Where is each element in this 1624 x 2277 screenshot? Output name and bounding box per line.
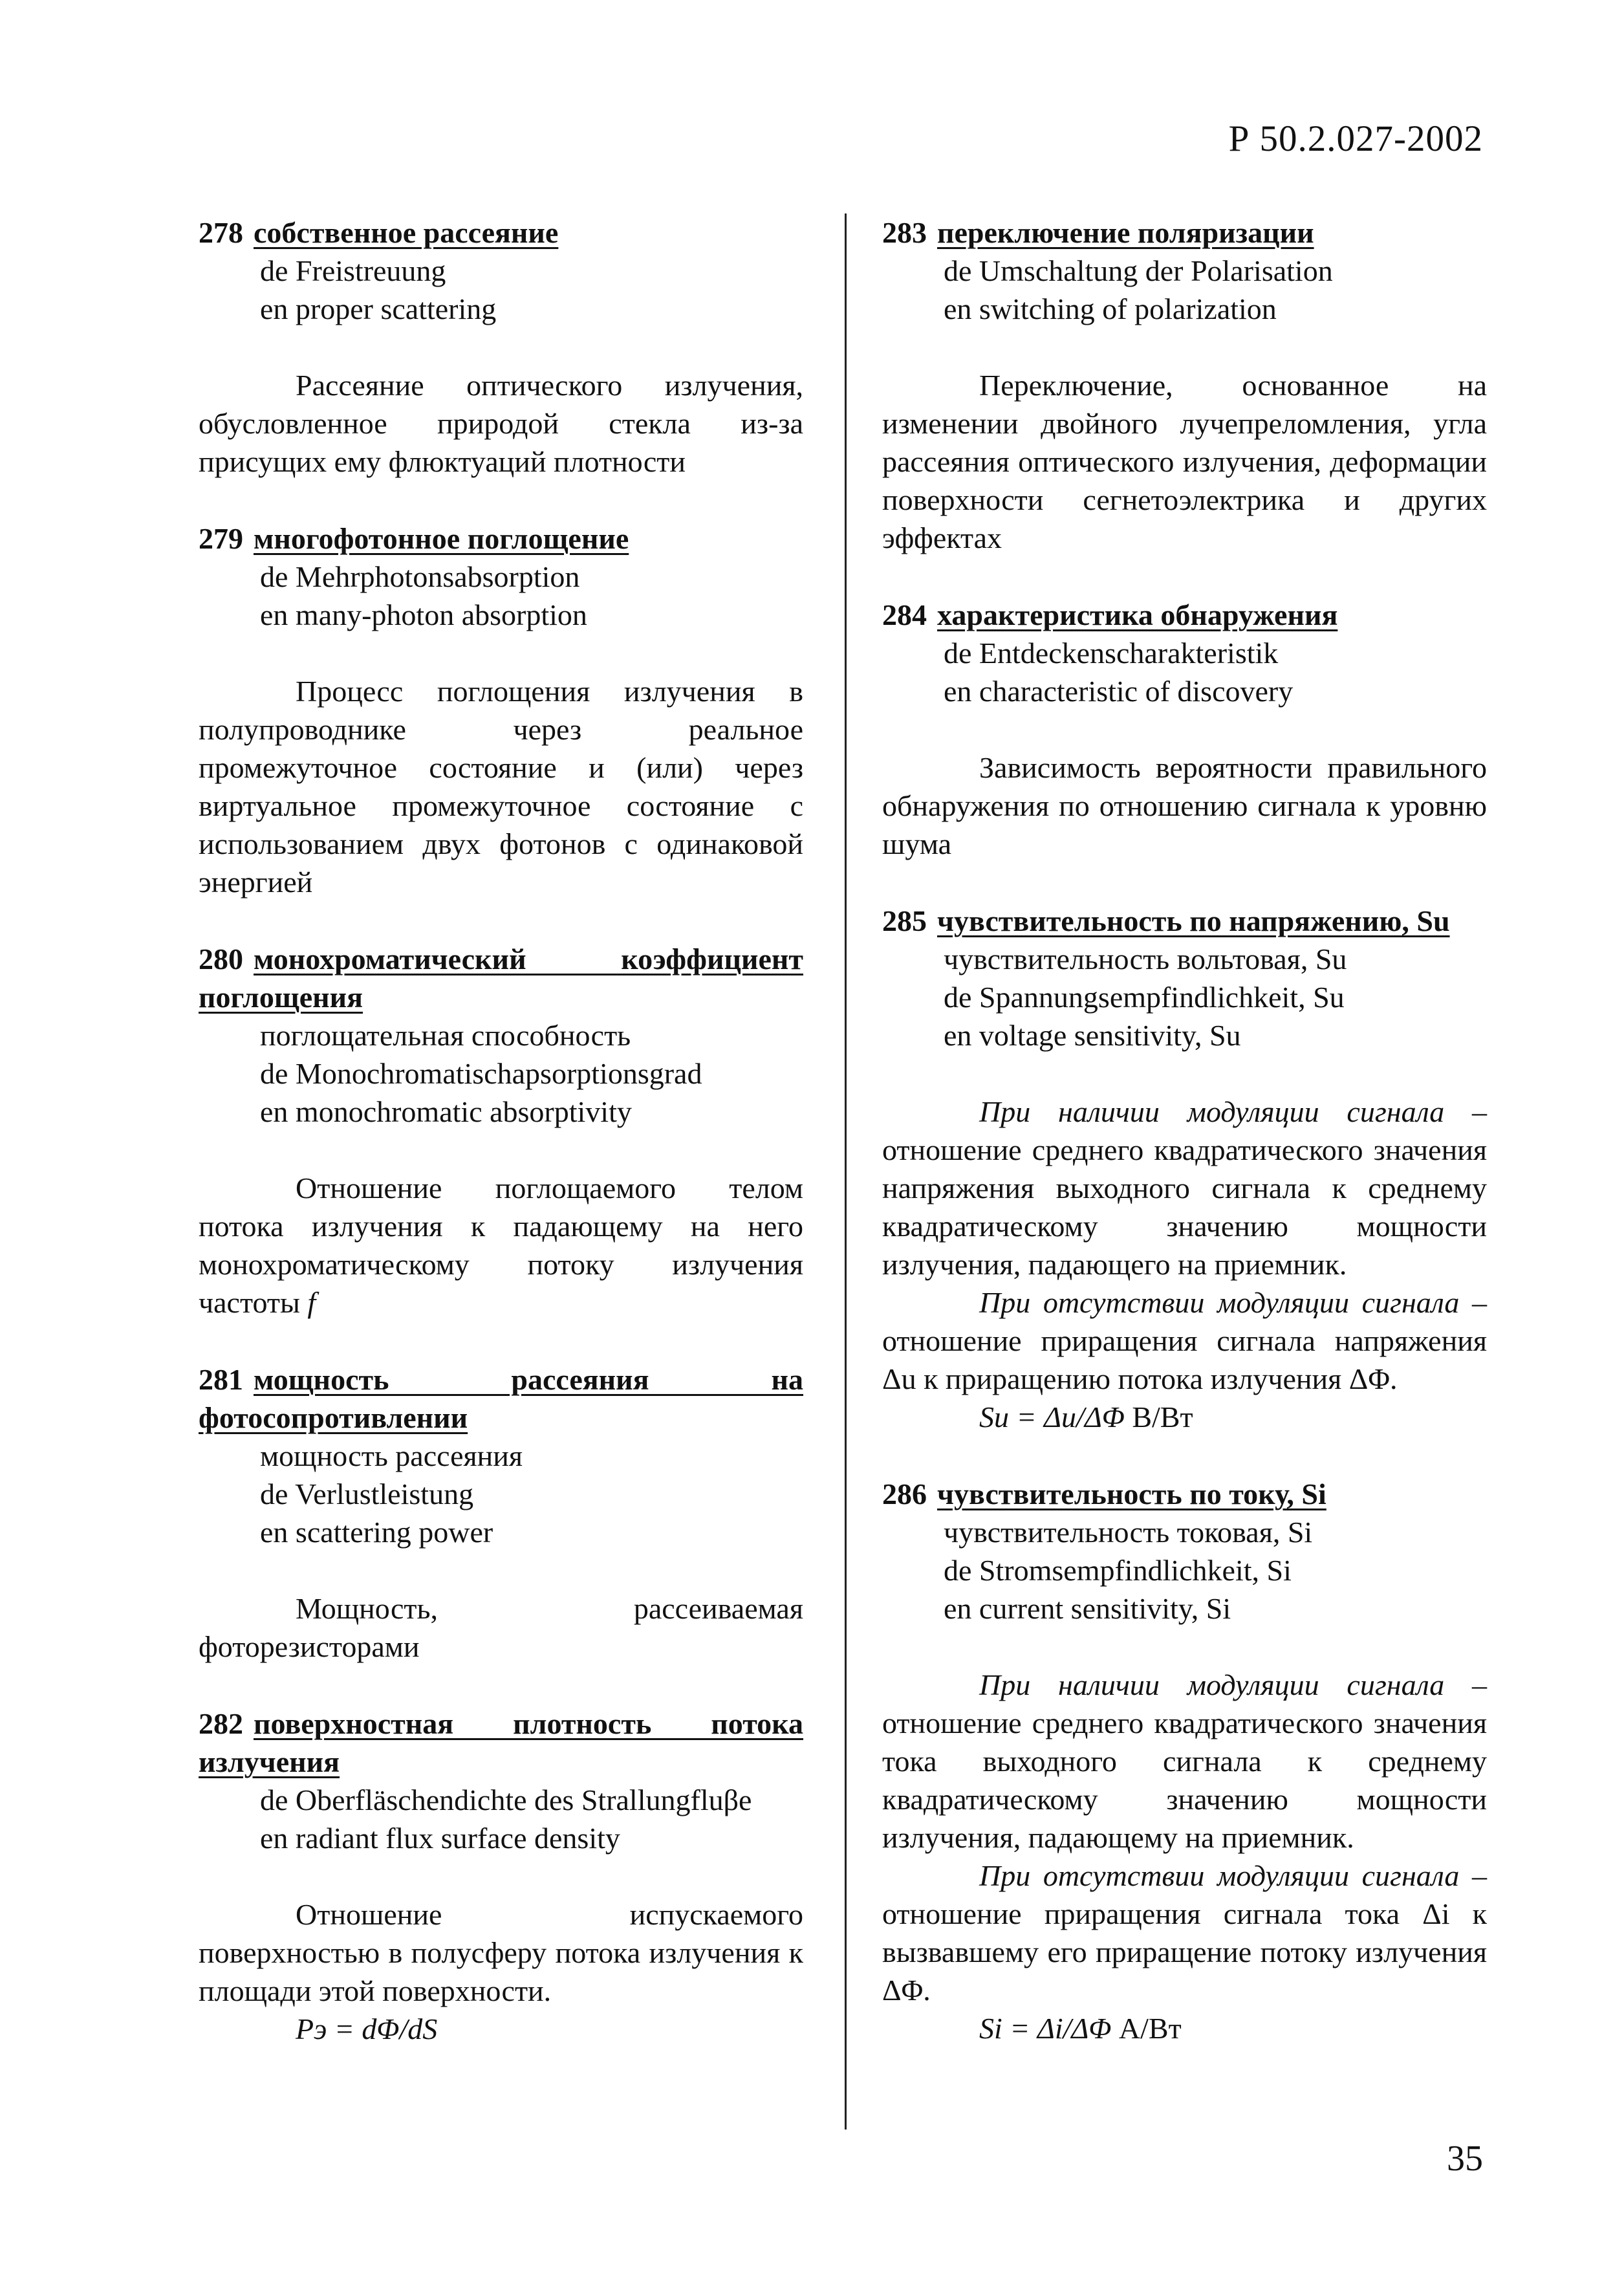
synonym-term: чувствительность токовая, Si [944, 1516, 1313, 1549]
english-equivalent: en monochromatic absorptivity [260, 1095, 632, 1128]
entry-definition: Рассеяние оптического излучения, обусловленное природой стекла из-за присущих ему флюктуаций плотности [199, 369, 803, 478]
formula [882, 2009, 1487, 2047]
definition-with-modulation [882, 1666, 1487, 1857]
right-column [882, 213, 1487, 2086]
entry-term: монохроматический коэффициент поглощения [199, 942, 803, 1014]
entry-definition: Зависимость вероятности правильного обнаружения по отношению сигнала к уровню шума [882, 751, 1487, 860]
case-label: При отсутствии модуляции сигнала [979, 1859, 1460, 1892]
german-equivalent: de Umschaltung der Polarisation [944, 254, 1333, 287]
frequency-symbol: f [307, 1286, 316, 1319]
case-text: – отношение среднего квадратического значения тока выходного сигнала к среднему квадратическому значению мощности излучения, падающему на приемник. [882, 1668, 1487, 1854]
column-divider [845, 213, 847, 2130]
entry-heading [882, 596, 1487, 634]
entry-heading [199, 1360, 803, 1437]
synonym-term: мощность рассеяния [260, 1439, 523, 1472]
definition-without-modulation [882, 1283, 1487, 1398]
entry-term: переключение поляризации [937, 216, 1314, 249]
synonym-term: чувствительность вольтовая, Su [944, 942, 1347, 975]
entry-term: мощность рассеяния на фотосопротивлении [199, 1363, 803, 1434]
german-equivalent: de Spannungsempfindlichkeit, Su [944, 981, 1345, 1014]
entry-number: 281 [199, 1363, 243, 1396]
formula [882, 1398, 1487, 1436]
entry-number: 283 [882, 216, 927, 249]
term-entry-286 [882, 1475, 1487, 2047]
formula-unit: В/Вт [1132, 1400, 1193, 1433]
entry-number: 279 [199, 522, 243, 555]
entry-number: 282 [199, 1707, 243, 1740]
definition-with-modulation [882, 1093, 1487, 1283]
entry-heading [882, 213, 1487, 252]
english-equivalent: en radiant flux surface density [260, 1822, 620, 1855]
german-equivalent: de Stromsempfindlichkeit, Si [944, 1554, 1292, 1587]
entry-term: характеристика обнаружения [937, 598, 1338, 631]
entry-definition: Мощность, рассеиваемая фоторезисторами [199, 1592, 803, 1663]
english-equivalent: en many-photon absorption [260, 598, 587, 631]
synonym-term: поглощательная способность [260, 1019, 631, 1052]
entry-definition: Отношение испускаемого поверхностью в полусферу потока излучения к площади этой поверхности. [199, 1898, 803, 2007]
entry-term: многофотонное поглощение [254, 522, 629, 555]
german-equivalent: de Verlustleistung [260, 1477, 474, 1510]
case-text: – отношение среднего квадратического значения напряжения выходного сигнала к среднему квадратическому значению мощности излучения, падающего на приемник. [882, 1095, 1487, 1281]
english-equivalent: en current sensitivity, Si [944, 1592, 1231, 1625]
case-label: При наличии модуляции сигнала [979, 1095, 1445, 1128]
term-entry-284 [882, 596, 1487, 863]
left-column [199, 213, 803, 2087]
definition-text: Отношение поглощаемого телом потока излучения к падающему на него монохроматическому потоку излучения частоты [199, 1171, 803, 1319]
entry-heading [199, 1705, 803, 1781]
entry-number: 285 [882, 904, 927, 937]
entry-number: 284 [882, 598, 927, 631]
case-text: – отношение приращения сигнала тока Δi к вызвавшему его приращение потоку излучения ΔΦ. [882, 1859, 1487, 2007]
entry-definition: Процесс поглощения излучения в полупроводнике через реальное промежуточное состояние и (или) через виртуальное промежуточное состояние с использованием двух фотонов с одинаковой энергией [199, 675, 803, 899]
case-label: При наличии модуляции сигнала [979, 1668, 1445, 1701]
document-code: Р 50.2.027-2002 [1228, 118, 1483, 159]
formula: Pэ = dΦ/dS [296, 2012, 438, 2045]
entry-term: чувствительность по току, Si [937, 1477, 1326, 1510]
term-entry-278 [199, 213, 803, 481]
term-entry-281 [199, 1360, 803, 1666]
formula-expression: Si = Δi/ΔΦ [979, 2012, 1112, 2045]
entry-definition: Переключение, основанное на изменении двойного лучепреломления, угла рассеяния оптического излучения, деформации поверхности сегнетоэлектрика и других эффектах [882, 369, 1487, 554]
entry-term: поверхностная плотность потока излучения [199, 1707, 803, 1778]
entry-definition [199, 1169, 803, 1322]
formula-unit: А/Вт [1118, 2012, 1182, 2045]
entry-term: собственное рассеяние [254, 216, 559, 249]
english-equivalent: en characteristic of discovery [944, 675, 1294, 708]
case-text: – отношение приращения сигнала напряжения Δu к приращению потока излучения ΔΦ. [882, 1286, 1487, 1395]
entry-term: чувствительность по напряжению, Su [937, 904, 1450, 937]
english-equivalent: en voltage sensitivity, Su [944, 1019, 1241, 1052]
german-equivalent: de Monochromatischapsorptionsgrad [260, 1057, 702, 1090]
english-equivalent: en proper scattering [260, 292, 497, 325]
term-entry-279 [199, 519, 803, 901]
term-entry-282 [199, 1705, 803, 2048]
term-entry-280 [199, 940, 803, 1322]
entry-heading [199, 213, 803, 252]
entry-heading [199, 519, 803, 558]
formula-expression: Su = Δu/ΔΦ [979, 1400, 1125, 1433]
german-equivalent: de Freistreuung [260, 254, 446, 287]
page-number: 35 [1447, 2139, 1483, 2179]
case-label: При отсутствии модуляции сигнала [979, 1286, 1460, 1319]
german-equivalent: de Entdeckenscharakteristik [944, 637, 1279, 670]
entry-number: 280 [199, 942, 243, 975]
entry-number: 278 [199, 216, 243, 249]
entry-heading [882, 902, 1487, 940]
german-equivalent: de Oberfläschendichte des Strallungfluβe [260, 1783, 752, 1816]
term-entry-283 [882, 213, 1487, 557]
entry-heading [199, 940, 803, 1016]
term-entry-285 [882, 902, 1487, 1436]
german-equivalent: de Mehrphotonsabsorption [260, 560, 580, 593]
english-equivalent: en switching of polarization [944, 292, 1277, 325]
english-equivalent: en scattering power [260, 1516, 493, 1549]
entry-number: 286 [882, 1477, 927, 1510]
entry-heading [882, 1475, 1487, 1513]
definition-without-modulation [882, 1857, 1487, 2009]
